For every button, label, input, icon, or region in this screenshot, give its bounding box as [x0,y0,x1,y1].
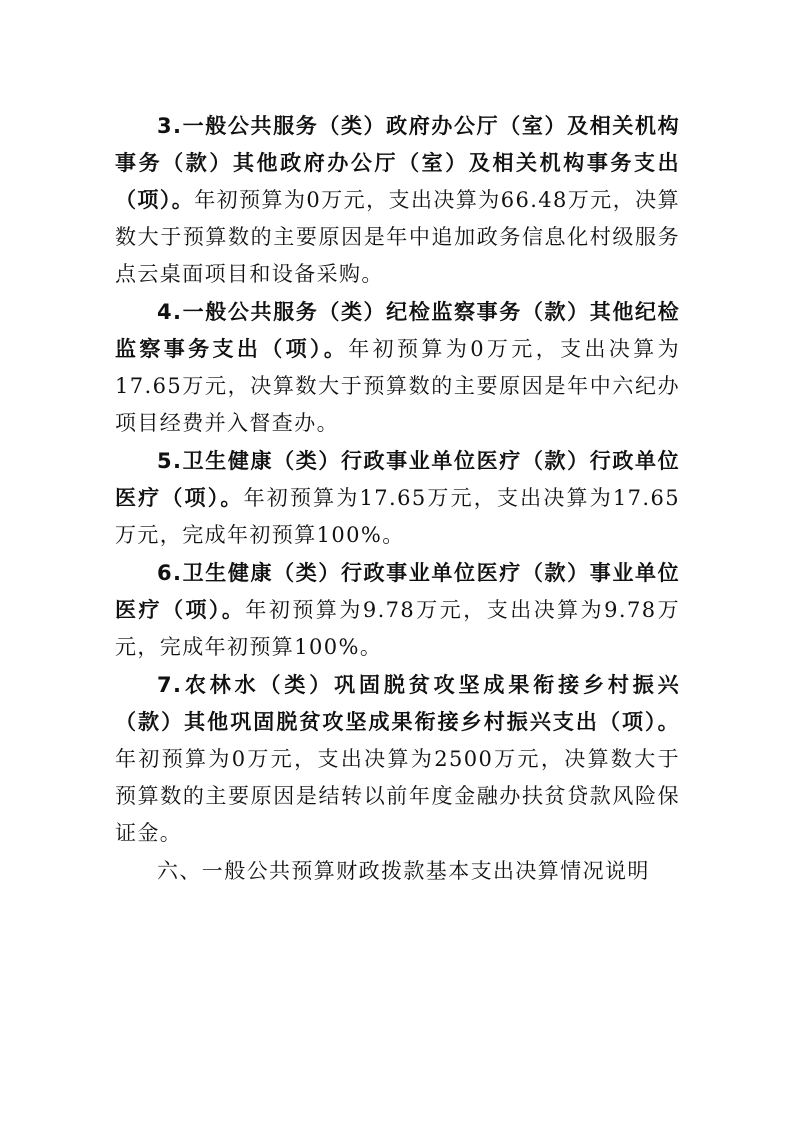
paragraph-item-6 [115,555,680,666]
paragraph-item-7-text: 年初预算为0万元，支出决算为2500万元，决算数大于预算数的主要原因是结转以前年度金融办扶贫贷款风险保证金。 [115,747,680,845]
paragraph-item-5-title: 5.卫生健康（类）行政事业单位医疗（款）行政单位医疗（项）。 [115,449,680,510]
paragraph-item-4-text: 年初预算为0万元，支出决算为17.65万元，决算数大于预算数的主要原因是年中六纪办项目经费并入督查办。 [115,337,680,435]
paragraph-item-3 [115,108,680,293]
paragraph-item-4 [115,294,680,442]
paragraph-item-7 [115,667,680,852]
paragraph-item-5-text: 年初预算为17.65万元，支出决算为17.65万元，完成年初预算100%。 [115,486,681,547]
paragraph-item-3-text: 年初预算为0万元，支出决算为66.48万元，决算数大于预算数的主要原因是年中追加政务信息化村级服务点云桌面项目和设备采购。 [115,188,680,286]
paragraph-item-6-text: 年初预算为9.78万元，支出决算为9.78万元，完成年初预算100%。 [115,598,680,659]
section-heading: 六、一般公共预算财政拨款基本支出决算情况说明 [157,859,650,883]
paragraph-item-6-title: 6.卫生健康（类）行政事业单位医疗（款）事业单位医疗（项）。 [115,561,680,622]
paragraph-item-3-title: 3.一般公共服务（类）政府办公厅（室）及相关机构事务（款）其他政府办公厅（室）及相关机构事务支出（项）。 [115,114,680,212]
paragraph-item-7-title: 7.农林水（类）巩固脱贫攻坚成果衔接乡村振兴（款）其他巩固脱贫攻坚成果衔接乡村振兴支出（项）。 [115,673,680,734]
document-body [115,108,680,890]
paragraph-item-4-title: 4.一般公共服务（类）纪检监察事务（款）其他纪检监察事务支出（项）。 [115,300,680,361]
paragraph-item-5 [115,443,680,554]
